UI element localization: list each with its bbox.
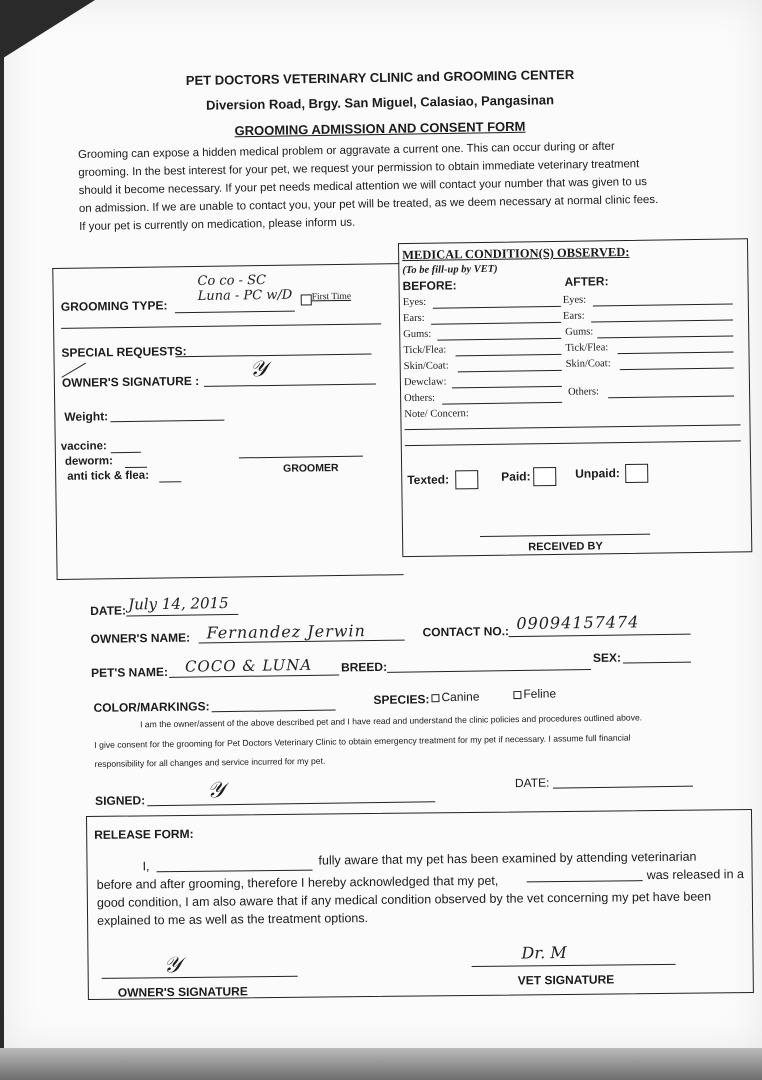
after-others-label: Others: [567,386,600,398]
release-owner-signature-label: OWNER'S SIGNATURE [117,984,248,1000]
before-tick-label: Tick/Flea: [403,344,447,357]
breed-label: BREED: [340,659,388,675]
pet-name-label: PET'S NAME: [90,664,169,680]
note-label: Note/ Concern: [404,408,469,421]
after-ears-label: Ears: [562,310,585,322]
signed-line[interactable] [147,801,435,806]
release-owner-signature-mark: 𝒴 [163,953,181,979]
canine-label: Canine [441,689,480,705]
after-tick-label: Tick/Flea: [565,342,609,354]
feline-checkbox[interactable] [513,691,521,699]
texted-checkbox[interactable] [455,470,478,489]
consent-line: I give consent for the grooming for Pet Doctors Veterinary Clinic to obtain emergency treatment for my pet if necessary. I assume full financial [94,732,631,750]
canine-checkbox[interactable] [431,694,439,702]
grooming-type-value[interactable]: Luna - PC w/D [197,287,293,304]
form-title: GROOMING ADMISSION AND CONSENT FORM [234,118,526,139]
release-i-label: I, [142,859,150,874]
special-requests-label: SPECIAL REQUESTS: [61,344,187,360]
consent-line: responsibility for all changes and service incurred for my pet. [94,755,326,769]
groomer-label: GROOMER [283,462,339,475]
grooming-type-top-value: Co co - SC [197,273,267,289]
intro-line: If your pet is currently on medication, please inform us. [79,216,356,233]
color-markings-line[interactable] [212,710,336,713]
intro-line: grooming. In the best interest for your pet, we request your permission to obtain immediate veterinary treatment [78,158,640,179]
unpaid-checkbox[interactable] [625,464,648,483]
release-released-text: was released in a [646,867,744,883]
received-by-label: RECEIVED BY [528,540,603,554]
consent-line: I am the owner/assent of the above described pet and I have read and understand the clinic policies and procedures outlined above. [139,712,643,730]
sex-label: SEX: [592,650,622,665]
date-label: DATE: [90,603,127,618]
after-eyes-label: Eyes: [562,294,587,306]
after-skin-label: Skin/Coat: [565,358,611,370]
before-gums-label: Gums: [403,328,432,341]
release-form [86,809,758,1004]
texted-label: Texted: [407,472,450,488]
before-others-label: Others: [404,392,436,405]
release-line-2: before and after grooming, therefore I hereby acknowledged that my pet, [96,873,499,892]
contact-value[interactable]: 09094157474 [516,612,640,634]
date-value[interactable]: July 14, 2015 [127,594,229,614]
release-title: RELEASE FORM: [94,826,194,842]
signed-label: SIGNED: [95,793,146,808]
intro-line: Grooming can expose a hidden medical problem or aggravate a current one. This can occur during or after [78,140,615,161]
before-ears-label: Ears: [402,312,425,325]
release-line-4: explained to me as well as the treatment options. [97,911,369,928]
medical-title: MEDICAL CONDITION(S) OBSERVED: [402,244,630,263]
breed-line[interactable] [387,669,591,673]
unpaid-label: Unpaid: [575,466,620,481]
scan-bottom-edge [0,1048,762,1080]
admission-table [52,238,755,580]
before-dewclaw-label: Dewclaw: [403,376,447,389]
paid-label: Paid: [501,469,531,484]
vaccine-label: vaccine: [60,440,107,453]
owner-name-label: OWNER'S NAME: [90,630,191,646]
feline-label: Feline [523,686,557,701]
intro-line: should it become necessary. If your pet needs medical attention we will contact your number that was given to us [78,176,648,197]
owner-name-value[interactable]: Fernandez Jerwin [206,621,367,643]
date-line[interactable] [126,614,238,617]
medical-subtitle: (To be fill-up by VET) [402,263,498,277]
sex-line[interactable] [623,662,691,664]
pet-name-value[interactable]: COCO & LUNA [184,655,313,676]
before-skin-label: Skin/Coat: [403,360,449,373]
consent-date-line[interactable] [553,786,693,789]
consent-section [94,711,715,810]
release-aware-text: fully aware that my pet has been examined by attending veterinarian [318,849,697,868]
consent-signature-mark: 𝒴 [206,778,225,804]
vet-signature-label: VET SIGNATURE [517,972,615,988]
pet-details [88,587,710,726]
intro-line: on admission. If we are unable to contact you, your pet will be treated, as we deem necessary at normal clinic fees. [78,193,659,215]
color-markings-label: COLOR/MARKINGS: [93,699,210,715]
clinic-address: Diversion Road, Brgy. San Miguel, Calasiao, Pangasinan [205,92,555,113]
owner-signature-label: OWNER'S SIGNATURE : [61,373,200,390]
weight-label: Weight: [64,409,109,424]
clinic-name: PET DOCTORS VETERINARY CLINIC and GROOMING CENTER [185,66,575,89]
species-label: SPECIES: [373,692,430,708]
contact-line[interactable] [509,634,691,638]
after-gums-label: Gums: [565,326,594,338]
before-eyes-label: Eyes: [402,296,427,309]
consent-date-label: DATE: [514,775,550,791]
owner-signature-mark: 𝒴 [249,357,268,383]
contact-label: CONTACT NO.: [422,624,510,640]
after-label: AFTER: [564,274,609,289]
first-time-label: First Time [311,291,352,303]
deworm-label: deworm: [64,455,113,468]
paid-checkbox[interactable] [533,467,556,486]
release-line-3: good condition, I am also aware that if any medical condition observed by the vet concerning my pet have been [96,889,712,910]
anti-tick-label: anti tick & flea: [67,469,150,483]
first-time-checkbox[interactable] [301,294,312,305]
vet-signature-value: Dr. M [521,942,567,963]
before-label: BEFORE: [402,278,457,294]
grooming-type-label: GROOMING TYPE: [60,298,168,314]
